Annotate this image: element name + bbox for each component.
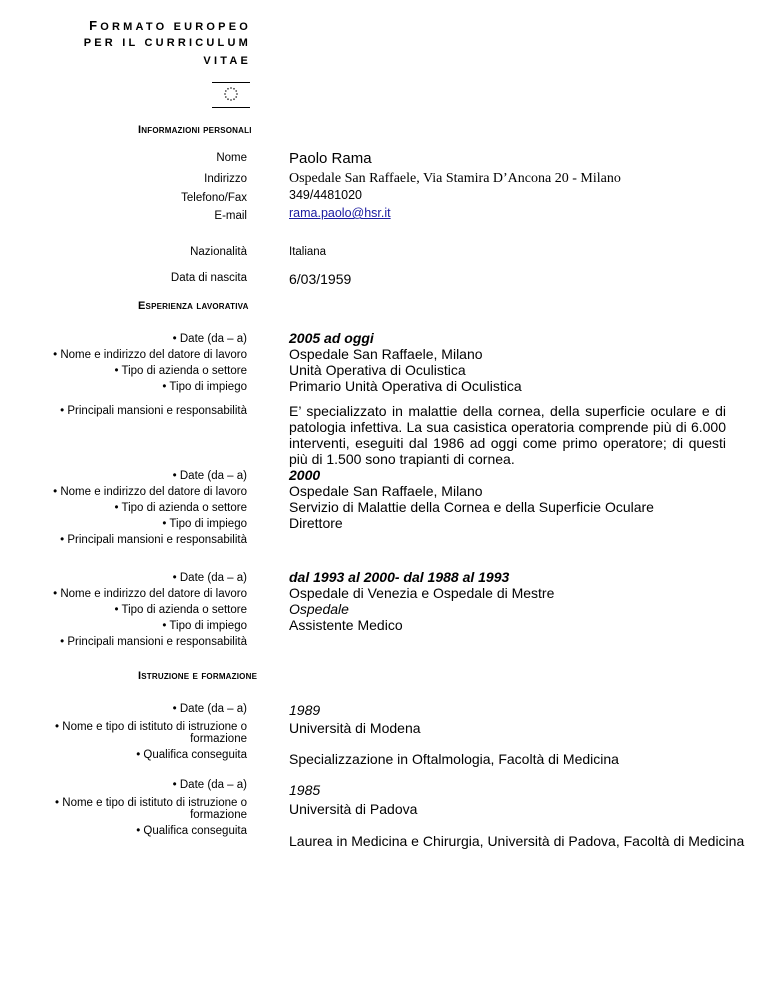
edu1-label-qualifica: • Qualifica conseguita [136, 749, 247, 761]
value-indirizzo: Ospedale San Raffaele, Via Stamira D’Ancona 20 - Milano [289, 171, 621, 186]
section-title-education: Istruzione e formazione [138, 670, 258, 682]
exp3-datore: Ospedale di Venezia e Ospedale di Mestre [289, 585, 555, 601]
exp1-azienda: Unità Operativa di Oculistica [289, 362, 466, 378]
edu2-label-istituto: • Nome e tipo di istituto di istruzione o formazione [55, 797, 247, 821]
exp3-impiego: Assistente Medico [289, 617, 403, 633]
edu1-istituto: Università di Modena [289, 720, 421, 736]
exp1-label-datore: • Nome e indirizzo del datore di lavoro [53, 349, 247, 361]
header-line-2: PER IL CURRICULUM [83, 37, 251, 49]
exp1-label-date: • Date (da – a) [172, 333, 247, 345]
exp2-impiego: Direttore [289, 515, 343, 531]
exp1-label-azienda: • Tipo di azienda o settore [114, 365, 247, 377]
label-indirizzo: Indirizzo [204, 173, 247, 185]
value-nazionalita: Italiana [289, 246, 327, 258]
exp2-azienda: Servizio di Malattie della Cornea e della Superficie Oculare [289, 499, 654, 515]
exp3-label-datore: • Nome e indirizzo del datore di lavoro [53, 588, 247, 600]
email-link[interactable]: rama.paolo@hsr.it [289, 206, 391, 220]
edu2-label-qualifica: • Qualifica conseguita [136, 825, 247, 837]
exp2-datore: Ospedale San Raffaele, Milano [289, 483, 483, 499]
exp3-label-date: • Date (da – a) [172, 572, 247, 584]
exp2-label-azienda: • Tipo di azienda o settore [114, 502, 247, 514]
edu1-label-istituto: • Nome e tipo di istituto di istruzione o formazione [55, 721, 247, 745]
exp3-label-impiego: • Tipo di impiego [162, 620, 247, 632]
label-telefono: Telefono/Fax [181, 192, 247, 204]
edu1-qualifica: Specializzazione in Oftalmologia, Facoltà di Medicina [289, 751, 619, 767]
exp2-label-impiego: • Tipo di impiego [162, 518, 247, 530]
label-nazionalita: Nazionalità [190, 246, 247, 258]
exp1-date: 2005 ad oggi [289, 330, 374, 346]
header-initial-f: F [89, 18, 101, 33]
value-data-nascita: 6/03/1959 [289, 271, 352, 287]
edu2-qualifica: Laurea in Medicina e Chirurgia, Università di Padova, Facoltà di Medicina [289, 833, 745, 849]
edu1-label-date: • Date (da – a) [172, 703, 247, 715]
exp2-date: 2000 [289, 467, 321, 483]
section-title-personal: Informazioni personali [138, 124, 252, 136]
label-email: E-mail [214, 210, 247, 222]
exp2-label-date: • Date (da – a) [172, 470, 247, 482]
section-title-experience: Esperienza lavorativa [138, 300, 249, 312]
label-data-nascita: Data di nascita [170, 272, 247, 284]
edu2-istituto: Università di Padova [289, 801, 418, 817]
eu-stars-icon [212, 83, 250, 107]
label-nome: Nome [216, 152, 247, 164]
exp3-label-mansioni: • Principali mansioni e responsabilità [60, 636, 247, 648]
edu1-date: 1989 [289, 702, 321, 718]
value-nome: Paolo Rama [289, 150, 372, 167]
exp3-azienda: Ospedale [289, 601, 349, 617]
header-rest: ORMATO EUROPEO [100, 21, 251, 33]
exp2-label-datore: • Nome e indirizzo del datore di lavoro [53, 486, 247, 498]
edu2-label-date: • Date (da – a) [172, 779, 247, 791]
exp1-mansioni: E’ specializzato in malattie della cornea, della superficie oculare e di patologia infettiva. La sua casistica operatoria comprende più di 6.000 interventi, eseguiti dal 1986 ad oggi come primo operatore; di questi più di 1.500 sono trapianti di cornea. [289, 403, 726, 467]
exp1-datore: Ospedale San Raffaele, Milano [289, 346, 483, 362]
exp1-impiego: Primario Unità Operativa di Oculistica [289, 378, 522, 394]
header-line-1 [11, 18, 251, 33]
header-line-3: VITAE [203, 55, 251, 67]
edu2-date: 1985 [289, 782, 321, 798]
exp2-label-mansioni: • Principali mansioni e responsabilità [60, 534, 247, 546]
value-telefono: 349/4481020 [289, 188, 362, 202]
exp3-label-azienda: • Tipo di azienda o settore [114, 604, 247, 616]
exp3-date: dal 1993 al 2000- dal 1988 al 1993 [289, 569, 510, 585]
exp1-label-impiego: • Tipo di impiego [162, 381, 247, 393]
eu-flag-logo [212, 82, 250, 108]
exp1-label-mansioni: • Principali mansioni e responsabilità [60, 405, 247, 417]
